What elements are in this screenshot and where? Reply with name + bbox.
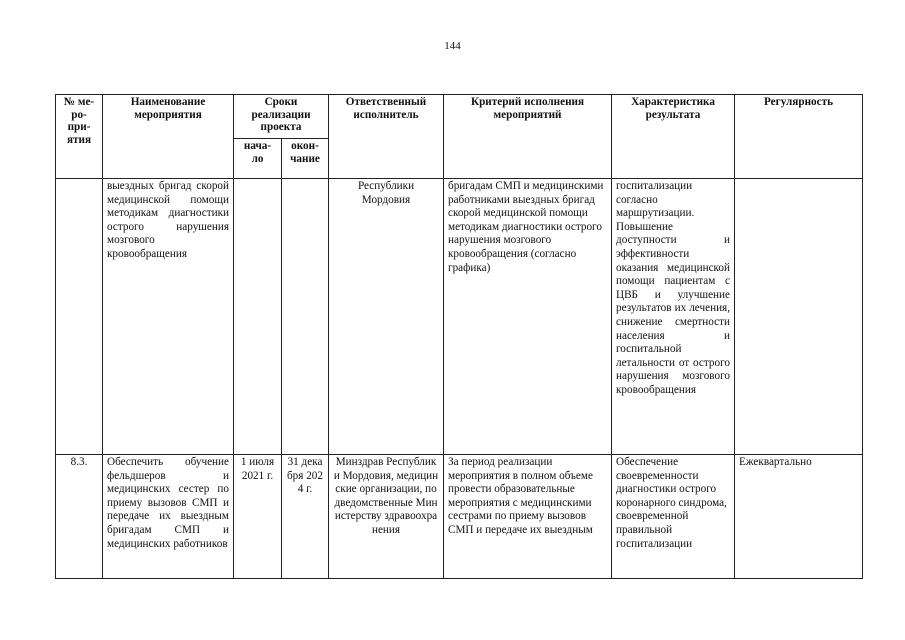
cell-regularity: [735, 179, 863, 455]
cell-result: Обеспечение своевременности диагностики острого коронарного синдрома, своевременной правильной госпитализации: [612, 455, 735, 579]
cell-start: 1 июля 2021 г.: [234, 455, 282, 579]
cell-start: [234, 179, 282, 455]
header-activity-name: Наименование мероприятия: [103, 95, 234, 179]
table-row: [56, 179, 863, 455]
header-activity-number: № ме-ро-при-ятия: [56, 95, 103, 179]
cell-number: 8.3.: [56, 455, 103, 579]
cell-end: [282, 179, 329, 455]
cell-end: 31 декабря 2024 г.: [282, 455, 329, 579]
header-end: окон-чание: [282, 139, 329, 179]
cell-executor: Минздрав Республики Мордовия, медицинские организации, подведомственные Министерству здравоохранения: [329, 455, 444, 579]
cell-executor: Республики Мордовия: [329, 179, 444, 455]
activity-table: [55, 94, 863, 579]
cell-name: выездных бригад скорой медицинской помощи методикам диагностики острого нарушения мозгового кровообращения: [103, 179, 234, 455]
header-start: нача-ло: [234, 139, 282, 179]
header-result: Характеристика результата: [612, 95, 735, 179]
cell-criterion: За период реализации мероприятия в полном объеме провести образовательные мероприятия с медицинскими сестрами по приему вызовов СМП и передаче их выездным: [444, 455, 612, 579]
header-criterion: Критерий исполнения мероприятий: [444, 95, 612, 179]
cell-criterion: бригадам СМП и медицинскими работниками выездных бригад скорой медицинской помощи методикам диагностики острого нарушения мозгового кровообращения (согласно графика): [444, 179, 612, 455]
header-timing: Сроки реализации проекта: [234, 95, 329, 139]
header-executor: Ответственный исполнитель: [329, 95, 444, 179]
cell-number: [56, 179, 103, 455]
cell-name: Обеспечить обучение фельдшеров и медицинских сестер по приему вызовов СМП и передаче их выездным бригадам СМП и медицинских работников: [103, 455, 234, 579]
header-regularity: Регулярность: [735, 95, 863, 179]
table-row: [56, 455, 863, 579]
cell-result: госпитализации согласно маршрутизации. Повышение доступности и эффективности оказания медицинской помощи пациентам с ЦВБ и улучшение результатов их лечения, снижение смертности населения и госпитальной летальности от острого нарушения мозгового кровообращения: [612, 179, 735, 455]
cell-regularity: Ежеквартально: [735, 455, 863, 579]
page-number: 144: [444, 40, 461, 52]
